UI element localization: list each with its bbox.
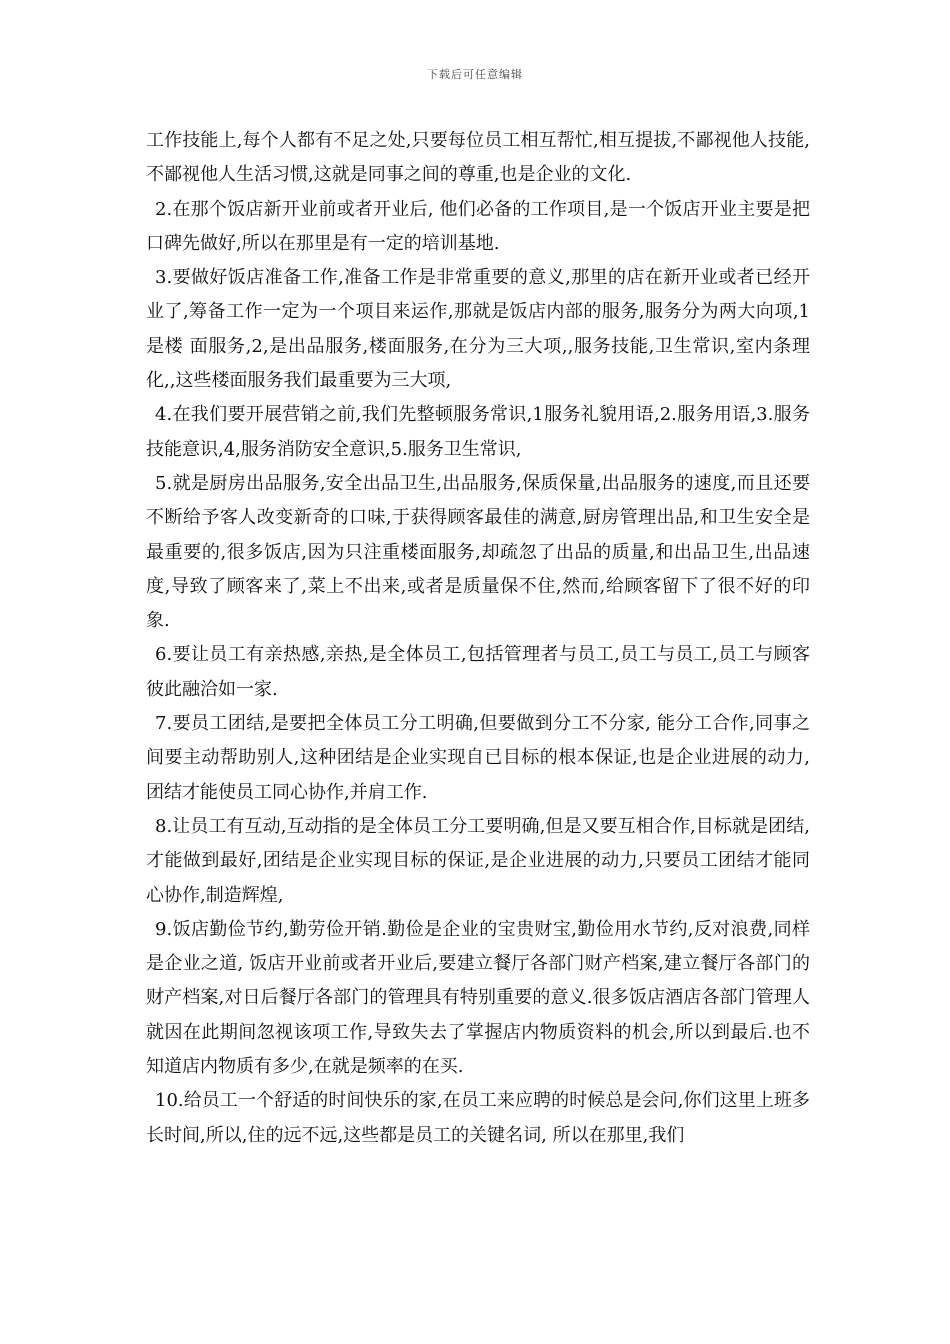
- paragraph-1: 工作技能上,每个人都有不足之处,只要每位员工相互帮忙,相互提拔,不鄙视他人技能,不鄙视他人生活习惯,这就是同事之间的尊重,也是企业的文化.: [146, 130, 810, 186]
- paragraph-4: 4.在我们要开展营销之前,我们先整顿服务常识,1服务礼貌用语,2.服务用语,3.服务技能意识,4,服务消防安全意识,5.服务卫生常识,: [146, 404, 810, 460]
- paragraph-9: 9.饭店勤俭节约,勤劳俭开销.勤俭是企业的宝贵财宝,勤俭用水节约,反对浪费,同样是企业之道, 饭店开业前或者开业后,要建立餐厅各部门财产档案,建立餐厅各部门的财产档案,对日后餐厅各部门的管理具有特别重要的意义.很多饭店酒店各部门管理人就因在此期间忽视该项工作,导致失去了掌握店内物质资料的机会,所以到最后.也不知道店内物质有多少,在就是频率的在买.: [146, 918, 810, 1078]
- paragraph-2: 2.在那个饭店新开业前或者开业后, 他们必备的工作项目,是一个饭店开业主要是把口碑先做好,所以在那里是有一定的培训基地.: [146, 198, 810, 254]
- page-header: 下载后可任意编辑: [427, 68, 523, 81]
- paragraph-8: 8.让员工有互动,互动指的是全体员工分工要明确,但是又要互相合作,目标就是团结,才能做到最好,团结是企业实现目标的保证,是企业进展的动力,只要员工团结才能同心协作,制造辉煌,: [146, 815, 810, 906]
- paragraph-10: 10.给员工一个舒适的时间快乐的家,在员工来应聘的时候总是会问,你们这里上班多长时间,所以,住的远不远,这些都是员工的关键名词, 所以在那里,我们: [146, 1090, 810, 1146]
- paragraph-5: 5.就是厨房出品服务,安全出品卫生,出品服务,保质保量,出品服务的速度,而且还要不断给予客人改变新奇的口味,于获得顾客最佳的满意,厨房管理出品,和卫生安全是最重要的,很多饭店,因为只注重楼面服务,却疏忽了出品的质量,和出品卫生,出品速度,导致了顾客来了,菜上不出来,或者是质量保不住,然而,给顾客留下了很不好的印象.: [146, 472, 810, 632]
- paragraph-7: 7.要员工团结,是要把全体员工分工明确,但要做到分工不分家, 能分工合作,同事之间要主动帮助别人,这种团结是企业实现自已目标的根本保证,也是企业进展的动力,团结才能使员工同心协作,并肩工作.: [146, 713, 810, 803]
- paragraph-6: 6.要让员工有亲热感,亲热,是全体员工,包括管理者与员工,员工与员工,员工与顾客彼此融洽如一家.: [146, 644, 810, 700]
- document-body: [146, 124, 810, 1153]
- paragraph-3: 3.要做好饭店准备工作,准备工作是非常重要的意义,那里的店在新开业或者已经开业了,筹备工作一定为一个项目来运作,那就是饭店内部的服务,服务分为两大向项,1是楼 面服务,2,是出品服务,楼面服务,在分为三大项,,服务技能,卫生常识,室内条理化,,这些楼面服务我们最重要为三大项,: [146, 267, 810, 392]
